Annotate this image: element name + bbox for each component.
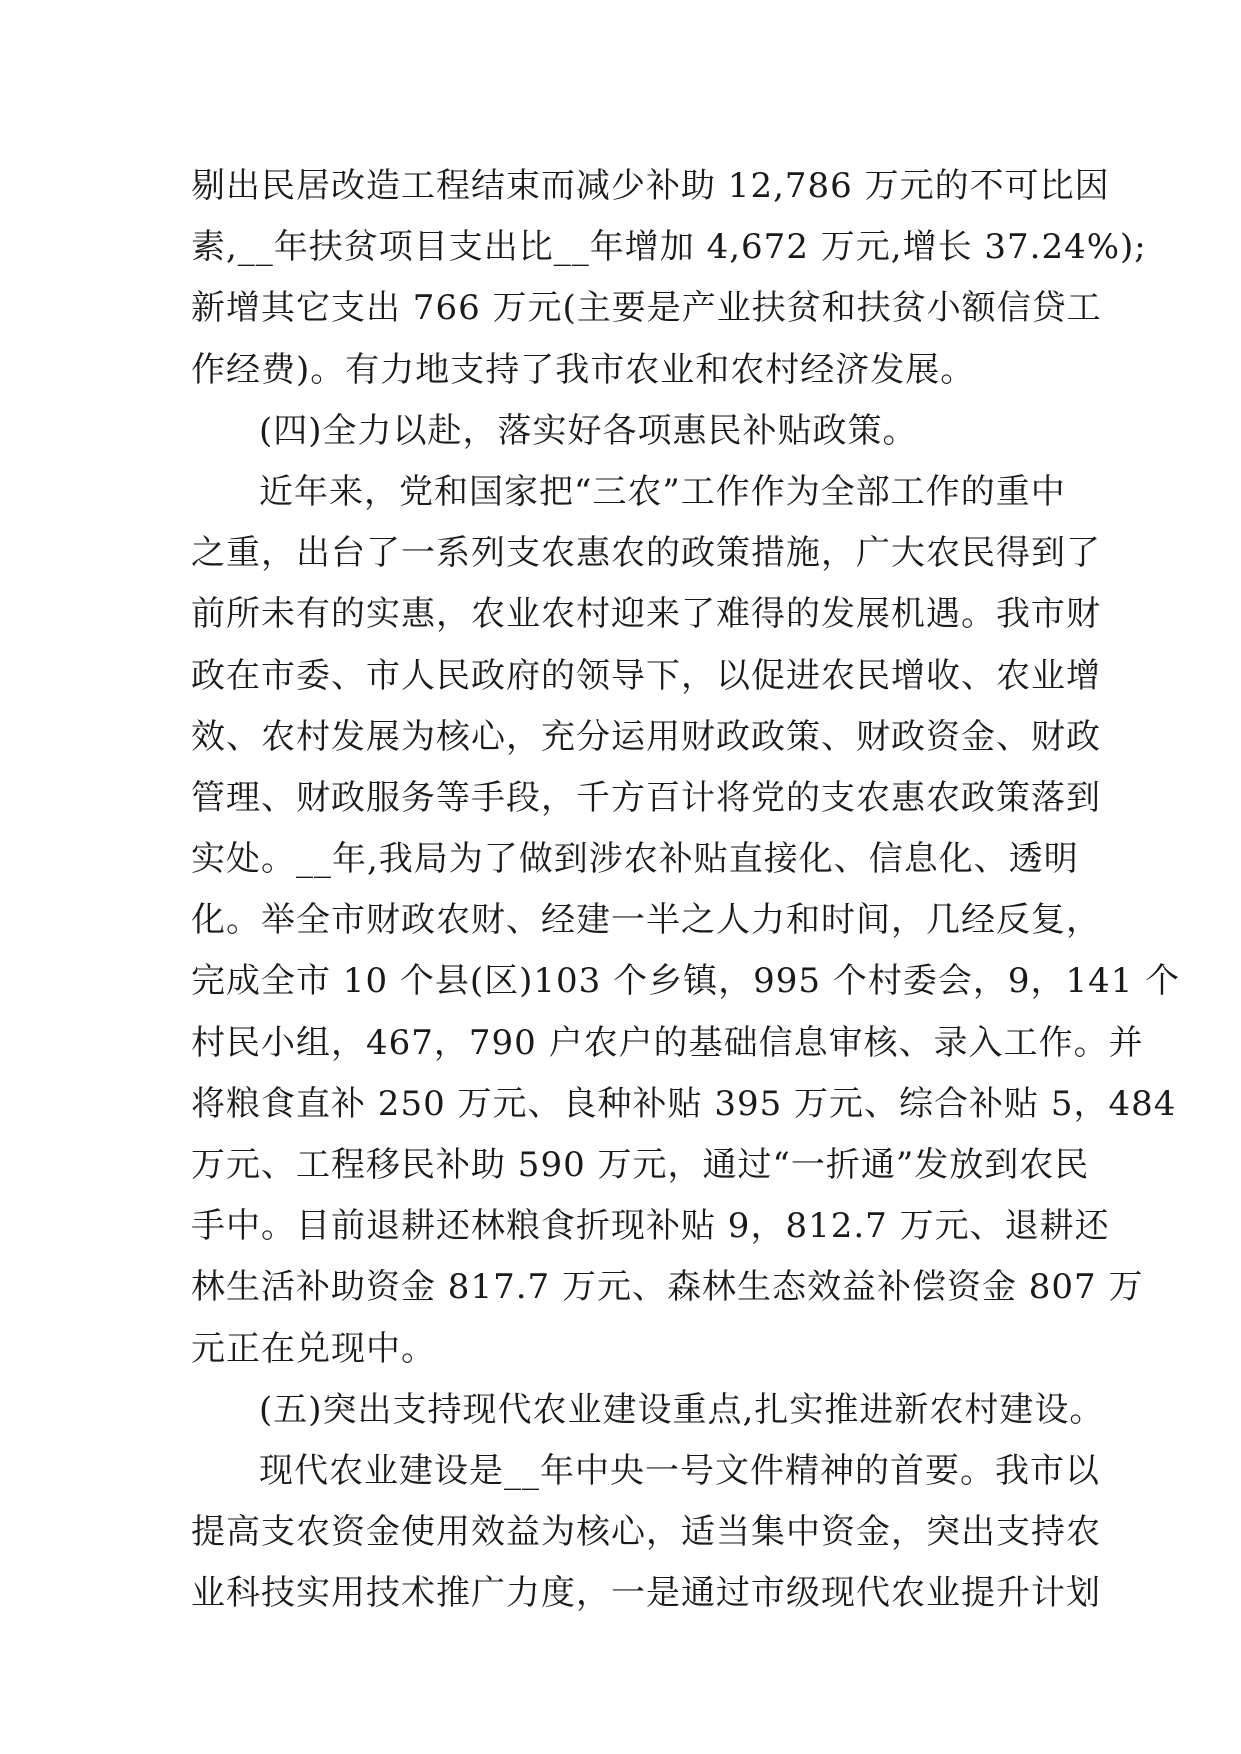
text-line: 效、农村发展为核心，充分运用财政政策、财政资金、财政 (191, 716, 1101, 757)
text-line: 万元、工程移民补助 590 万元，通过“一折通”发放到农民 (191, 1145, 1090, 1185)
text-line: 作经费)。有力地支持了我市农业和农村经济发展。 (191, 349, 976, 390)
text-line: 素,__年扶贫项目支出比__年增加 4,672 万元,增长 37.24%); (191, 227, 1147, 268)
paragraph-first-line: (五)突出支持现代农业建设重点,扎实推进新农村建设。 (259, 1389, 1105, 1430)
text-line: 元正在兑现中。 (191, 1328, 436, 1369)
body-text (191, 156, 1181, 1625)
text-line: 村民小组，467，790 户农户的基础信息审核、录入工作。并 (191, 1022, 1144, 1063)
text-line: 政在市委、市人民政府的领导下，以促进农民增收、农业增 (191, 655, 1101, 696)
text-line: 业科技实用技术推广力度，一是通过市级现代农业提升计划 (191, 1573, 1101, 1614)
text-line: 林生活补助资金 817.7 万元、森林生态效益补偿资金 807 万 (191, 1267, 1144, 1308)
text-line: 新增其它支出 766 万元(主要是产业扶贫和扶贫小额信贷工 (191, 288, 1102, 329)
text-line: 将粮食直补 250 万元、良种补贴 395 万元、综合补贴 5，484 (191, 1083, 1177, 1124)
paragraph-first-line: 现代农业建设是__年中央一号文件精神的首要。我市以 (259, 1450, 1100, 1491)
text-line: 管理、财政服务等手段，千方百计将党的支农惠农政策落到 (191, 777, 1101, 818)
text-line: 前所未有的实惠，农业农村迎来了难得的发展机遇。我市财 (191, 594, 1101, 635)
text-line: 剔出民居改造工程结束而减少补助 12,786 万元的不可比因 (191, 166, 1110, 206)
text-line: 提高支农资金使用效益为核心，适当集中资金，突出支持农 (191, 1512, 1101, 1553)
paragraph-first-line: (四)全力以赴，落实好各项惠民补贴政策。 (259, 410, 918, 451)
paragraph-first-line: 近年来，党和国家把“三农”工作作为全部工作的重中 (259, 471, 1066, 512)
text-line: 之重，出台了一系列支农惠农的政策措施，广大农民得到了 (191, 533, 1101, 574)
text-line: 实处。__年,我局为了做到涉农补贴直接化、信息化、透明 (191, 839, 1079, 880)
text-line: 化。举全市财政农财、经建一半之人力和时间，几经反复， (191, 900, 1101, 941)
text-line: 完成全市 10 个县(区)103 个乡镇，995 个村委会，9，141 个 (191, 961, 1181, 1002)
text-line: 手中。目前退耕还林粮食折现补贴 9，812.7 万元、退耕还 (191, 1206, 1110, 1247)
